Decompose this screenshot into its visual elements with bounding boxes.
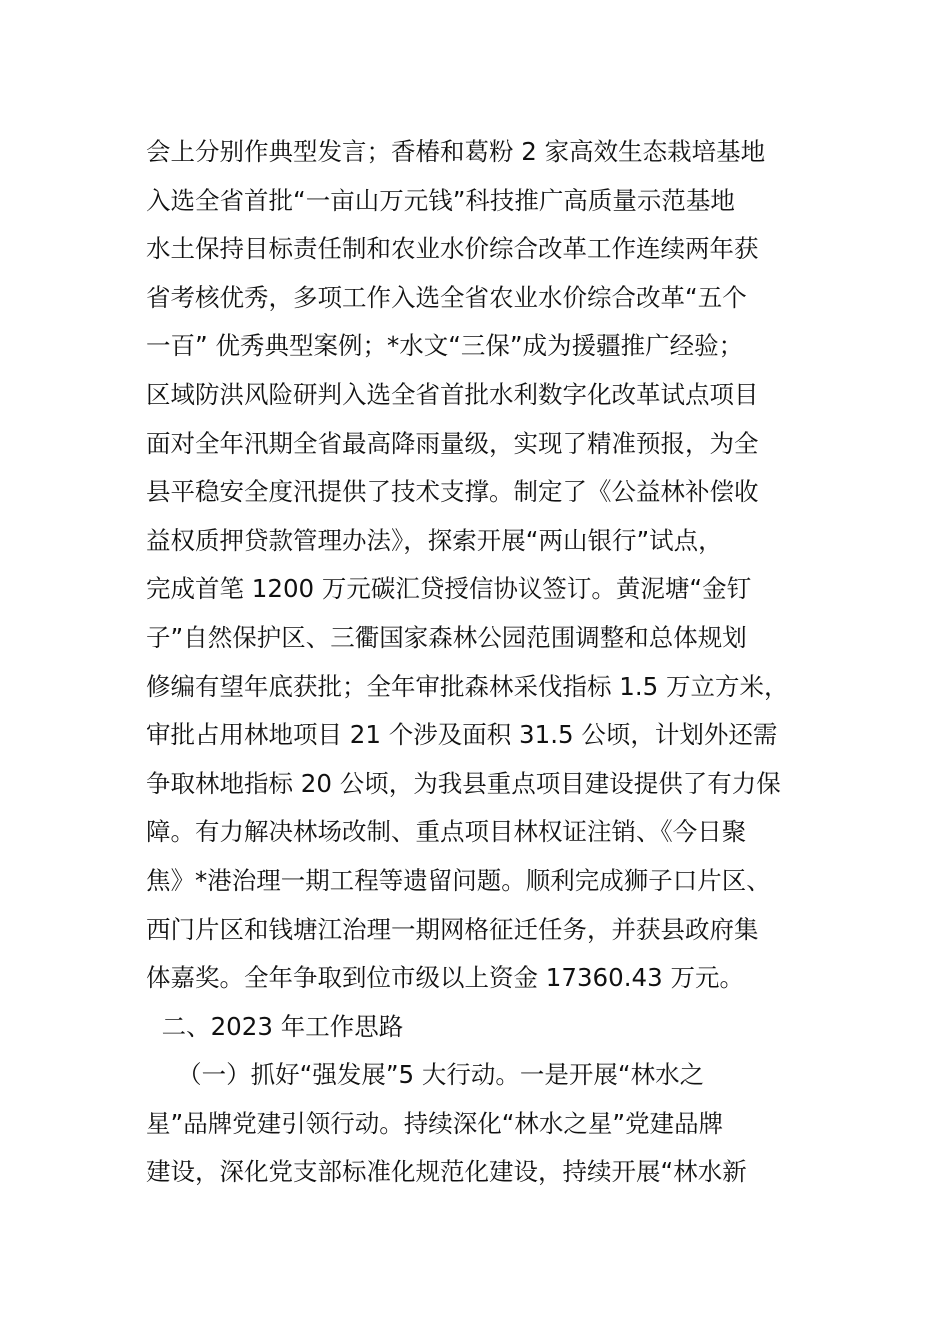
text-line: 子”自然保护区、三衢国家森林公园范围调整和总体规划: [146, 622, 747, 652]
text-line: 面对全年汛期全省最高降雨量级，实现了精准预报，为全: [146, 428, 759, 458]
text-line: 入选全省首批“一亩山万元钱”科技推广高质量示范基地: [146, 185, 735, 215]
text-line: 水土保持目标责任制和农业水价综合改革工作连续两年获: [146, 234, 759, 264]
text-line: 区域防洪风险研判入选全省首批水利数字化改革试点项目: [146, 379, 759, 409]
text-line: 益权质押贷款管理办法》，探索开展“两山银行”试点，: [146, 525, 723, 555]
text-line: 一百” 优秀典型案例；*水文“三保”成为援疆推广经验；: [146, 331, 744, 361]
body-text: [146, 128, 846, 1197]
text-line: 修编有望年底获批；全年审批森林采伐指标 1.5 万立方米，: [146, 671, 789, 701]
text-line: （一）抓好“强发展”5 大行动。一是开展“林水之: [146, 1060, 705, 1090]
text-line: 会上分别作典型发言；香椿和葛粉 2 家高效生态栽培基地: [146, 137, 766, 166]
text-line: 县平稳安全度汛提供了技术支撑。制定了《公益林补偿收: [146, 477, 759, 507]
text-line: 省考核优秀，多项工作入选全省农业水价综合改革“五个: [146, 282, 747, 312]
text-line: 争取林地指标 20 公顷，为我县重点项目建设提供了有力保: [146, 768, 781, 798]
text-line: 体嘉奖。全年争取到位市级以上资金 17360.43 万元。: [146, 963, 744, 993]
section-heading: 二、2023 年工作思路: [146, 1011, 404, 1041]
text-line: 星”品牌党建引领行动。持续深化“林水之星”党建品牌: [146, 1108, 724, 1138]
text-line: 障。有力解决林场改制、重点项目林权证注销、《今日聚: [146, 817, 747, 847]
text-line: 审批占用林地项目 21 个涉及面积 31.5 公顷，计划外还需: [146, 720, 778, 750]
text-line: 完成首笔 1200 万元碳汇贷授信协议签订。黄泥塘“金钉: [146, 574, 752, 604]
text-line: 焦》*港治理一期工程等遗留问题。顺利完成狮子口片区、: [146, 865, 771, 895]
text-line: 西门片区和钱塘江治理一期网格征迁任务，并获县政府集: [146, 914, 759, 944]
text-line: 建设，深化党支部标准化规范化建设，持续开展“林水新: [146, 1157, 747, 1187]
